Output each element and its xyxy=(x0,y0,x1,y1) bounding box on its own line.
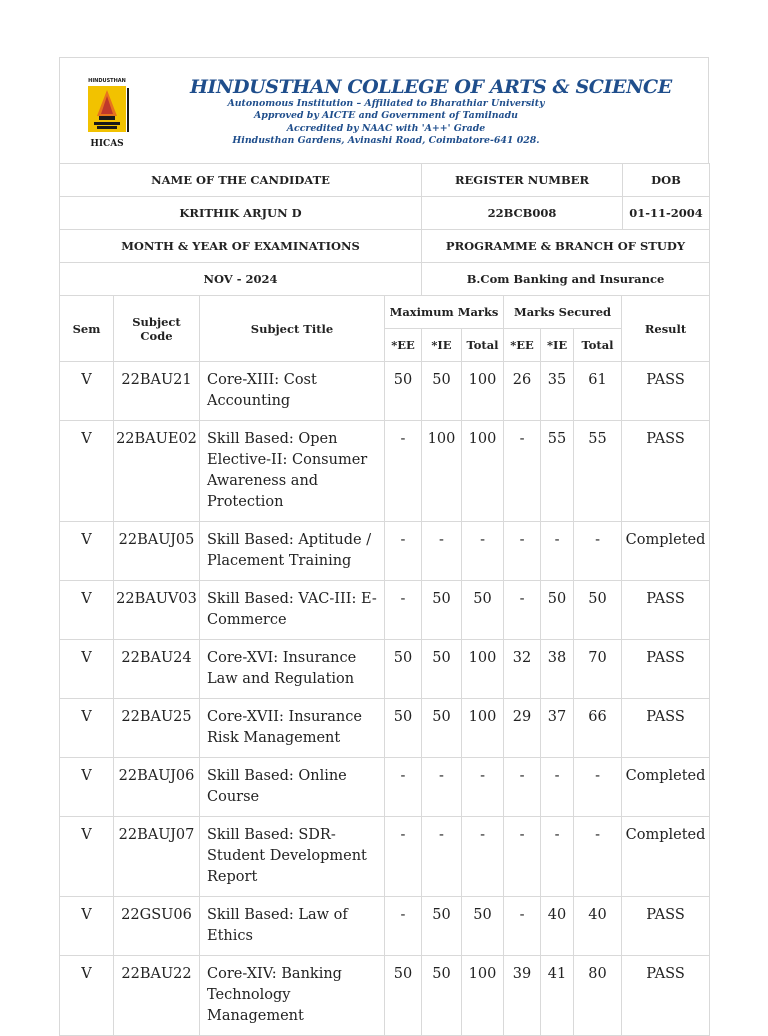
max-ie-cell: 100 xyxy=(422,421,462,522)
logo-abbrev: HICAS xyxy=(90,139,124,149)
max-ee-cell: - xyxy=(385,817,422,897)
max-total-cell: - xyxy=(462,817,504,897)
sem-cell: V xyxy=(60,897,114,956)
result-cell: Completed xyxy=(622,817,710,897)
result-cell: PASS xyxy=(622,640,710,699)
exam-label: MONTH & YEAR OF EXAMINATIONS xyxy=(60,230,422,263)
subject-code-cell: 22BAU22 xyxy=(114,956,200,1036)
subject-title-cell: Core-XVI: Insurance Law and Regulation xyxy=(200,640,385,699)
max-total-cell: 100 xyxy=(462,362,504,421)
sec-ie-cell: 37 xyxy=(541,699,574,758)
max-ie-cell: - xyxy=(422,817,462,897)
sec-total-cell: 55 xyxy=(574,421,622,522)
sem-cell: V xyxy=(60,640,114,699)
col-subject-code: Subject Code xyxy=(114,296,200,362)
sem-cell: V xyxy=(60,699,114,758)
result-cell: Completed xyxy=(622,758,710,817)
col-sem: Sem xyxy=(60,296,114,362)
col-result: Result xyxy=(622,296,710,362)
sec-total-cell: - xyxy=(574,817,622,897)
subject-title-cell: Core-XVII: Insurance Risk Management xyxy=(200,699,385,758)
max-ie-cell: 50 xyxy=(422,956,462,1036)
col-max-ee: *EE xyxy=(385,329,422,362)
sec-total-cell: 80 xyxy=(574,956,622,1036)
sec-ie-cell: - xyxy=(541,522,574,581)
sem-cell: V xyxy=(60,956,114,1036)
sec-total-cell: 66 xyxy=(574,699,622,758)
max-ie-cell: - xyxy=(422,758,462,817)
programme-label: PROGRAMME & BRANCH OF STUDY xyxy=(422,230,710,263)
result-cell: PASS xyxy=(622,897,710,956)
college-info xyxy=(190,76,672,147)
max-total-cell: 50 xyxy=(462,581,504,640)
college-line-3: Accredited by NAAC with 'A++' Grade xyxy=(286,122,486,134)
sec-ee-cell: 29 xyxy=(504,699,541,758)
col-marks-secured: Marks Secured xyxy=(504,296,622,329)
result-cell: PASS xyxy=(622,421,710,522)
subject-title-cell: Skill Based: VAC-III: E-Commerce xyxy=(200,581,385,640)
col-subject-title: Subject Title xyxy=(200,296,385,362)
candidate-info-table xyxy=(59,163,710,296)
college-name: HINDUSTHAN COLLEGE OF ARTS & SCIENCE xyxy=(190,76,672,98)
col-sec-total: Total xyxy=(574,329,622,362)
max-ee-cell: 50 xyxy=(385,640,422,699)
college-line-1: Autonomous Institution – Affiliated to Bharathiar University xyxy=(227,98,545,109)
max-total-cell: 50 xyxy=(462,897,504,956)
table-row xyxy=(60,522,710,581)
table-row xyxy=(60,699,710,758)
max-ee-cell: 50 xyxy=(385,362,422,421)
sec-ie-cell: 38 xyxy=(541,640,574,699)
sec-ee-cell: - xyxy=(504,421,541,522)
subject-code-cell: 22BAUJ05 xyxy=(114,522,200,581)
sem-cell: V xyxy=(60,581,114,640)
max-ee-cell: - xyxy=(385,421,422,522)
table-row xyxy=(60,581,710,640)
table-row xyxy=(60,897,710,956)
max-ee-cell: - xyxy=(385,897,422,956)
sec-ee-cell: - xyxy=(504,897,541,956)
sec-total-cell: 40 xyxy=(574,897,622,956)
subject-code-cell: 22BAUJ07 xyxy=(114,817,200,897)
sec-ie-cell: 55 xyxy=(541,421,574,522)
col-max-total: Total xyxy=(462,329,504,362)
subject-code-cell: 22BAUV03 xyxy=(114,581,200,640)
subject-title-cell: Skill Based: Open Elective-II: Consumer Awareness and Protection xyxy=(200,421,385,522)
sec-total-cell: - xyxy=(574,522,622,581)
subject-title-cell: Skill Based: Online Course xyxy=(200,758,385,817)
college-line-2: Approved by AICTE and Government of Tamilnadu xyxy=(253,110,519,122)
sec-ie-cell: 40 xyxy=(541,897,574,956)
register-number: 22BCB008 xyxy=(422,197,623,230)
college-header xyxy=(60,58,709,164)
dob-value: 01-11-2004 xyxy=(623,197,710,230)
result-cell: Completed xyxy=(622,522,710,581)
max-ie-cell: 50 xyxy=(422,362,462,421)
logo-top-text: HINDUSTHAN xyxy=(88,78,126,84)
sec-ee-cell: - xyxy=(504,581,541,640)
college-logo xyxy=(84,76,130,154)
college-line-4: Hindusthan Gardens, Avinashi Road, Coimbatore-641 028. xyxy=(232,134,540,146)
marks-body xyxy=(60,362,710,1036)
max-ie-cell: 50 xyxy=(422,640,462,699)
programme-value: B.Com Banking and Insurance xyxy=(422,263,710,296)
sec-ie-cell: - xyxy=(541,817,574,897)
sec-ee-cell: 32 xyxy=(504,640,541,699)
subject-title-cell: Core-XIV: Banking Technology Management xyxy=(200,956,385,1036)
sec-total-cell: 61 xyxy=(574,362,622,421)
max-ie-cell: - xyxy=(422,522,462,581)
subject-code-cell: 22BAUJ06 xyxy=(114,758,200,817)
result-cell: PASS xyxy=(622,699,710,758)
sec-ee-cell: 26 xyxy=(504,362,541,421)
sem-cell: V xyxy=(60,421,114,522)
subject-code-cell: 22BAU24 xyxy=(114,640,200,699)
sec-ee-cell: - xyxy=(504,817,541,897)
max-ee-cell: 50 xyxy=(385,699,422,758)
sem-cell: V xyxy=(60,362,114,421)
col-sec-ee: *EE xyxy=(504,329,541,362)
max-total-cell: - xyxy=(462,758,504,817)
col-max-ie: *IE xyxy=(422,329,462,362)
sem-cell: V xyxy=(60,758,114,817)
max-ie-cell: 50 xyxy=(422,581,462,640)
table-row xyxy=(60,817,710,897)
subject-code-cell: 22BAU21 xyxy=(114,362,200,421)
sec-ee-cell: - xyxy=(504,758,541,817)
subject-code-cell: 22BAU25 xyxy=(114,699,200,758)
col-maximum-marks: Maximum Marks xyxy=(385,296,504,329)
sec-ie-cell: - xyxy=(541,758,574,817)
sec-ie-cell: 50 xyxy=(541,581,574,640)
sec-ie-cell: 35 xyxy=(541,362,574,421)
sec-ie-cell: 41 xyxy=(541,956,574,1036)
max-ie-cell: 50 xyxy=(422,699,462,758)
subject-code-cell: 22GSU06 xyxy=(114,897,200,956)
marks-table xyxy=(59,295,710,1036)
sec-ee-cell: - xyxy=(504,522,541,581)
max-ee-cell: - xyxy=(385,758,422,817)
candidate-name: KRITHIK ARJUN D xyxy=(60,197,422,230)
sec-total-cell: 70 xyxy=(574,640,622,699)
max-ie-cell: 50 xyxy=(422,897,462,956)
sec-total-cell: 50 xyxy=(574,581,622,640)
subject-title-cell: Skill Based: Law of Ethics xyxy=(200,897,385,956)
sem-cell: V xyxy=(60,817,114,897)
sec-total-cell: - xyxy=(574,758,622,817)
max-ee-cell: - xyxy=(385,522,422,581)
subject-title-cell: Core-XIII: Cost Accounting xyxy=(200,362,385,421)
result-cell: PASS xyxy=(622,956,710,1036)
max-ee-cell: 50 xyxy=(385,956,422,1036)
exam-value: NOV - 2024 xyxy=(60,263,422,296)
result-cell: PASS xyxy=(622,581,710,640)
name-label: NAME OF THE CANDIDATE xyxy=(60,164,422,197)
max-total-cell: 100 xyxy=(462,956,504,1036)
regno-label: REGISTER NUMBER xyxy=(422,164,623,197)
max-total-cell: 100 xyxy=(462,421,504,522)
subject-title-cell: Skill Based: Aptitude / Placement Training xyxy=(200,522,385,581)
subject-code-cell: 22BAUE02 xyxy=(114,421,200,522)
dob-label: DOB xyxy=(623,164,710,197)
header-table xyxy=(59,57,709,164)
table-row xyxy=(60,421,710,522)
sem-cell: V xyxy=(60,522,114,581)
table-row xyxy=(60,758,710,817)
max-total-cell: - xyxy=(462,522,504,581)
result-cell: PASS xyxy=(622,362,710,421)
max-ee-cell: - xyxy=(385,581,422,640)
max-total-cell: 100 xyxy=(462,699,504,758)
sec-ee-cell: 39 xyxy=(504,956,541,1036)
marksheet xyxy=(59,57,709,1036)
col-sec-ie: *IE xyxy=(541,329,574,362)
max-total-cell: 100 xyxy=(462,640,504,699)
table-row xyxy=(60,362,710,421)
table-row xyxy=(60,640,710,699)
subject-title-cell: Skill Based: SDR-Student Development Report xyxy=(200,817,385,897)
